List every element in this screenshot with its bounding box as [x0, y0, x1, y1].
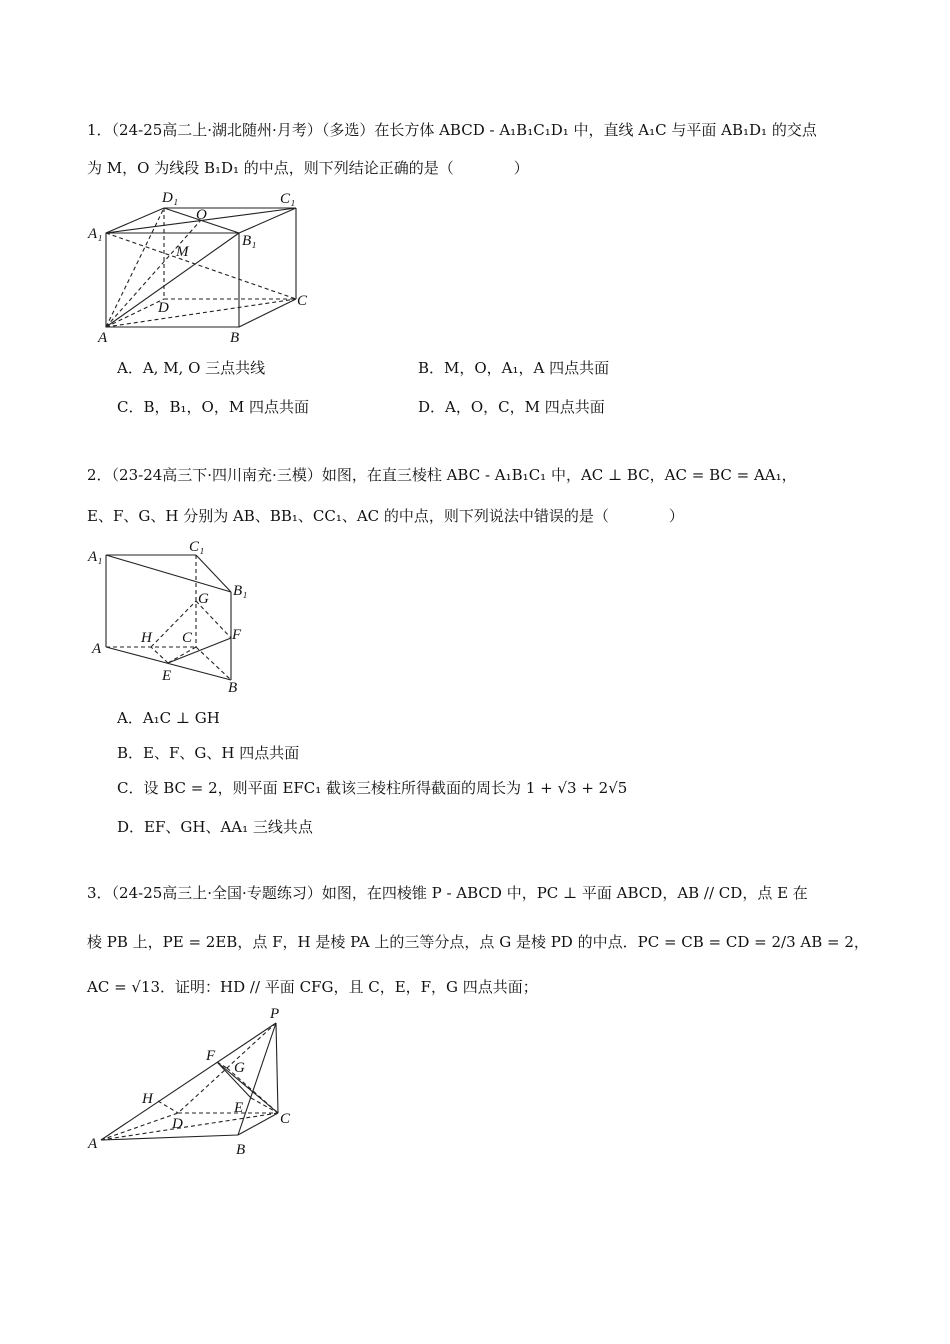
q1-label-o: O — [196, 207, 207, 223]
q1-option-a[interactable]: A．A, M, O 三点共线 — [117, 359, 266, 377]
q3-label-e: E — [234, 1100, 244, 1116]
q1-diag-ad1 — [106, 208, 164, 327]
q2-edge-a1b1 — [106, 555, 231, 592]
q3-seg-hd — [158, 1101, 178, 1113]
q1-cuboid-figure — [86, 188, 316, 348]
q2-prism-figure — [86, 535, 256, 695]
q3-label-d: D — [172, 1116, 183, 1132]
q2-stem-line1: 2．（23-24高三下·四川南充·三模）如图，在直三棱柱 ABC - A₁B₁C₁ 中，AC ⊥ BC，AC = BC = AA₁， — [87, 466, 797, 484]
q2-option-d[interactable]: D．EF、GH、AA₁ 三线共点 — [117, 818, 313, 836]
q3-label-f: F — [206, 1048, 216, 1064]
q3-pyramid-figure — [86, 1005, 316, 1165]
q1-stem-line2: 为 M，O 为线段 B₁D₁ 的中点，则下列结论正确的是（ ） — [87, 159, 529, 177]
q1-label-a1: A₁ — [88, 226, 103, 242]
q1-option-c[interactable]: C．B，B₁，O，M 四点共面 — [117, 398, 309, 416]
q1-label-b1: B₁ — [242, 233, 257, 249]
q3-label-b: B — [236, 1142, 246, 1158]
q1-label-a: A — [98, 330, 108, 346]
q3-seg-ec — [251, 1098, 278, 1113]
q3-stem-line1: 3．（24-25高三上·全国·专题练习）如图，在四棱锥 P - ABCD 中，PC ⊥ 平面 ABCD，AB // CD，点 E 在 — [87, 884, 808, 902]
q2-option-b[interactable]: B．E、F、G、H 四点共面 — [117, 744, 300, 762]
q2-label-b: B — [228, 680, 238, 695]
q1-label-c1: C₁ — [280, 191, 296, 207]
q1-diag-a1c — [106, 233, 296, 299]
q1-option-d[interactable]: D．A，O，C，M 四点共面 — [418, 398, 605, 416]
q2-option-c[interactable]: C．设 BC = 2，则平面 EFC₁ 截该三棱柱所得截面的周长为 1 + √3 + 2√5 — [117, 779, 628, 797]
q1-stem-line1: 1．（24-25高二上·湖北随州·月考）（多选）在长方体 ABCD - A₁B₁C₁D₁ 中，直线 A₁C 与平面 AB₁D₁ 的交点 — [87, 121, 817, 139]
q3-edge-pa — [101, 1023, 276, 1140]
q2-label-h: H — [141, 630, 152, 646]
q2-seg-ce — [168, 647, 196, 663]
q3-label-g: G — [234, 1060, 245, 1076]
q2-stem-line2: E、F、G、H 分别为 AB、BB₁、CC₁、AC 的中点，则下列说法中错误的是（ ） — [87, 507, 684, 525]
q3-edge-ab — [101, 1135, 238, 1140]
q2-label-c1: C₁ — [189, 539, 205, 555]
q2-label-a: A — [92, 641, 102, 657]
q3-label-p: P — [270, 1006, 280, 1022]
q1-label-c: C — [297, 293, 308, 309]
q1-diag-ab1 — [106, 233, 239, 327]
q2-label-b1: B₁ — [233, 583, 248, 599]
q2-label-g: G — [198, 591, 209, 607]
q2-label-c: C — [182, 630, 193, 646]
q3-stem-line3: AC = √13．证明：HD // 平面 CFG，且 C，E，F，G 四点共面； — [87, 978, 538, 996]
q1-label-b: B — [230, 330, 240, 346]
q3-diag-ac — [101, 1113, 278, 1140]
q2-label-e: E — [162, 668, 172, 684]
q2-label-a1: A₁ — [88, 549, 103, 565]
q3-label-c: C — [280, 1111, 291, 1127]
q3-edge-pc — [276, 1023, 278, 1113]
q1-label-d1: D₁ — [162, 190, 179, 206]
q3-label-h: H — [142, 1091, 153, 1107]
q3-label-a: A — [88, 1136, 98, 1152]
q2-option-a[interactable]: A．A₁C ⊥ GH — [117, 709, 220, 727]
q1-label-d: D — [158, 300, 169, 316]
q2-label-f: F — [232, 627, 242, 643]
q1-diag-ao — [106, 220, 201, 327]
q3-edge-pb — [238, 1023, 276, 1135]
q1-option-b[interactable]: B．M，O，A₁，A 四点共面 — [418, 359, 610, 377]
q1-label-m: M — [176, 244, 189, 260]
q3-edge-ad — [101, 1113, 178, 1140]
q2-seg-ef — [168, 638, 231, 663]
q3-stem-line2: 棱 PB 上，PE = 2EB，点 F，H 是棱 PA 上的三等分点，点 G 是棱 PD 的中点．PC = CB = CD = 2/3 AB = 2， — [87, 933, 869, 951]
